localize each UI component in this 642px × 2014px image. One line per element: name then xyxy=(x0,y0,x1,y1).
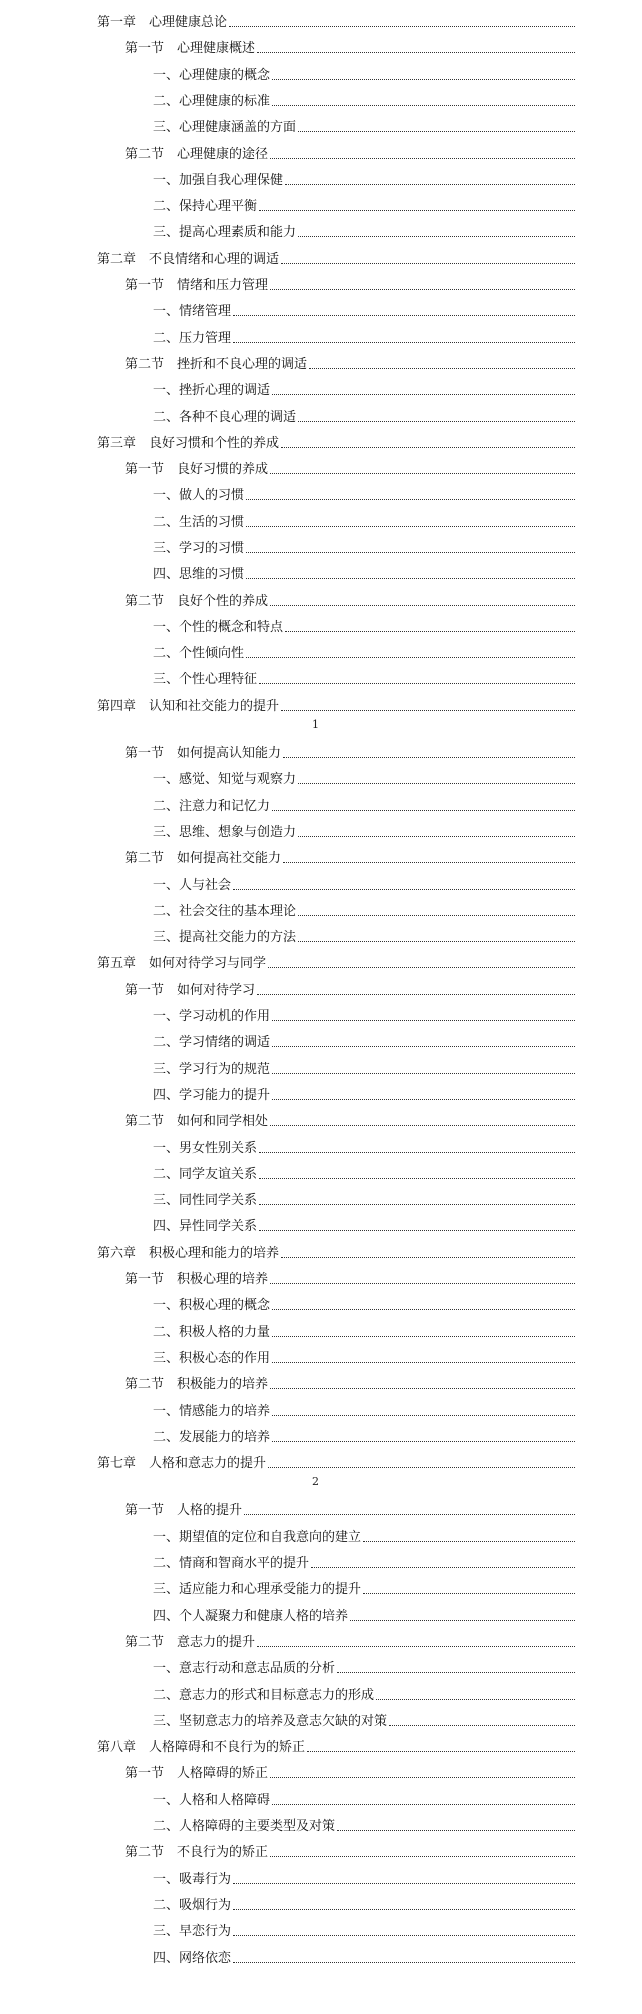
dot-leader xyxy=(270,289,575,290)
dot-leader xyxy=(272,1020,575,1021)
toc-subsection[interactable] xyxy=(153,1893,575,1913)
toc-subsection[interactable] xyxy=(153,873,575,893)
toc-section[interactable] xyxy=(125,1109,575,1129)
toc-subsection[interactable] xyxy=(153,194,575,214)
dot-leader xyxy=(270,1388,575,1389)
toc-subsection[interactable] xyxy=(153,1814,575,1834)
dot-leader xyxy=(285,184,575,185)
dot-leader xyxy=(272,810,575,811)
toc-subsection[interactable] xyxy=(153,1057,575,1077)
dot-leader xyxy=(376,1699,575,1700)
dot-leader xyxy=(246,578,575,579)
toc-entry-label: 一、期望值的定位和自我意向的建立 xyxy=(153,1530,362,1545)
dot-leader xyxy=(270,1125,575,1126)
dot-leader xyxy=(270,605,575,606)
dot-leader xyxy=(233,1909,575,1910)
toc-section[interactable] xyxy=(125,1372,575,1392)
dot-leader xyxy=(246,499,575,500)
dot-leader xyxy=(257,52,575,53)
toc-section[interactable] xyxy=(125,36,575,56)
toc-entry-label: 第一章 心理健康总论 xyxy=(97,15,228,30)
dot-leader xyxy=(259,1204,575,1205)
dot-leader xyxy=(298,941,575,942)
dot-leader xyxy=(233,315,575,316)
dot-leader xyxy=(229,26,575,27)
dot-leader xyxy=(268,967,575,968)
toc-entry-label: 一、男女性别关系 xyxy=(153,1141,258,1156)
dot-leader xyxy=(233,1935,575,1936)
dot-leader xyxy=(363,1541,575,1542)
toc-entry-label: 第二节 不良行为的矫正 xyxy=(125,1845,269,1860)
toc-subsection[interactable] xyxy=(153,89,575,109)
dot-leader xyxy=(259,1152,575,1153)
toc-subsection[interactable] xyxy=(153,536,575,556)
toc-subsection[interactable] xyxy=(153,1136,575,1156)
toc-chapter[interactable] xyxy=(97,1241,575,1261)
toc-entry-label: 一、学习动机的作用 xyxy=(153,1009,271,1024)
toc-section[interactable] xyxy=(125,457,575,477)
toc-entry-label: 二、发展能力的培养 xyxy=(153,1430,271,1445)
toc-subsection[interactable] xyxy=(153,510,575,530)
dot-leader xyxy=(244,1514,575,1515)
toc-section[interactable] xyxy=(125,1267,575,1287)
toc-entry-label: 一、人与社会 xyxy=(153,878,232,893)
dot-leader xyxy=(272,1099,575,1100)
toc-subsection[interactable] xyxy=(153,794,575,814)
toc-entry-label: 第二节 积极能力的培养 xyxy=(125,1377,269,1392)
toc-entry-label: 第一节 积极心理的培养 xyxy=(125,1272,269,1287)
dot-leader xyxy=(233,1883,575,1884)
toc-entry-label: 第四章 认知和社交能力的提升 xyxy=(97,699,280,714)
toc-entry-label: 二、同学友谊关系 xyxy=(153,1167,258,1182)
toc-subsection[interactable] xyxy=(153,1399,575,1419)
dot-leader xyxy=(259,683,575,684)
toc-subsection[interactable] xyxy=(153,1577,575,1597)
dot-leader xyxy=(283,757,575,758)
toc-entry-label: 第二节 如何和同学相处 xyxy=(125,1114,269,1129)
toc-entry-label: 二、心理健康的标准 xyxy=(153,94,271,109)
toc-entry-label: 二、学习情绪的调适 xyxy=(153,1035,271,1050)
toc-chapter[interactable] xyxy=(97,1451,575,1471)
toc-section[interactable] xyxy=(125,352,575,372)
dot-leader xyxy=(311,1567,575,1568)
dot-leader xyxy=(337,1672,575,1673)
toc-entry-label: 第二节 如何提高社交能力 xyxy=(125,851,282,866)
toc-chapter[interactable] xyxy=(97,1735,575,1755)
dot-leader xyxy=(272,1336,575,1337)
toc-subsection[interactable] xyxy=(153,1919,575,1939)
toc-section[interactable] xyxy=(125,273,575,293)
toc-section[interactable] xyxy=(125,978,575,998)
toc-subsection[interactable] xyxy=(153,299,575,319)
toc-entry-label: 一、情绪管理 xyxy=(153,304,232,319)
page-number: 1 xyxy=(312,718,319,731)
dot-leader xyxy=(270,158,575,159)
toc-subsection[interactable] xyxy=(153,115,575,135)
toc-subsection[interactable] xyxy=(153,1083,575,1103)
toc-entry-label: 二、生活的习惯 xyxy=(153,515,245,530)
toc-entry-label: 一、加强自我心理保健 xyxy=(153,173,284,188)
dot-leader xyxy=(298,836,575,837)
dot-leader xyxy=(257,994,575,995)
toc-entry-label: 第五章 如何对待学习与同学 xyxy=(97,956,267,971)
dot-leader xyxy=(281,263,575,264)
toc-section[interactable] xyxy=(125,741,575,761)
toc-entry-label: 三、坚韧意志力的培养及意志欠缺的对策 xyxy=(153,1714,388,1729)
toc-entry-label: 二、吸烟行为 xyxy=(153,1898,232,1913)
dot-leader xyxy=(259,1178,575,1179)
toc-subsection[interactable] xyxy=(153,1683,575,1703)
toc-entry-label: 一、个性的概念和特点 xyxy=(153,620,284,635)
toc-entry-label: 三、积极心态的作用 xyxy=(153,1351,271,1366)
toc-entry-label: 一、做人的习惯 xyxy=(153,488,245,503)
toc-subsection[interactable] xyxy=(153,615,575,635)
toc-entry-label: 第一节 如何提高认知能力 xyxy=(125,746,282,761)
toc-entry-label: 第二节 良好个性的养成 xyxy=(125,594,269,609)
dot-leader xyxy=(272,1073,575,1074)
toc-entry-label: 四、思维的习惯 xyxy=(153,567,245,582)
toc-entry-label: 第二节 挫折和不良心理的调适 xyxy=(125,357,308,372)
toc-entry-label: 三、提高心理素质和能力 xyxy=(153,225,297,240)
toc-entry-label: 第八章 人格障碍和不良行为的矫正 xyxy=(97,1740,306,1755)
dot-leader xyxy=(272,394,575,395)
dot-leader xyxy=(272,1441,575,1442)
toc-entry-label: 三、学习的习惯 xyxy=(153,541,245,556)
toc-entry-label: 二、保持心理平衡 xyxy=(153,199,258,214)
dot-leader xyxy=(272,1804,575,1805)
toc-chapter[interactable] xyxy=(97,951,575,971)
toc-entry-label: 一、感觉、知觉与观察力 xyxy=(153,772,297,787)
toc-subsection[interactable] xyxy=(153,925,575,945)
dot-leader xyxy=(272,1362,575,1363)
toc-entry-label: 第一节 人格障碍的矫正 xyxy=(125,1766,269,1781)
toc-chapter[interactable] xyxy=(97,694,575,714)
dot-leader xyxy=(270,1856,575,1857)
toc-entry-label: 第六章 积极心理和能力的培养 xyxy=(97,1246,280,1261)
dot-leader xyxy=(389,1725,575,1726)
dot-leader xyxy=(259,210,575,211)
dot-leader xyxy=(281,710,575,711)
toc-subsection[interactable] xyxy=(153,767,575,787)
toc-entry-label: 第一节 人格的提升 xyxy=(125,1503,243,1518)
toc-subsection[interactable] xyxy=(153,1293,575,1313)
toc-subsection[interactable] xyxy=(153,1162,575,1182)
toc-subsection[interactable] xyxy=(153,1656,575,1676)
toc-subsection[interactable] xyxy=(153,1425,575,1445)
toc-subsection[interactable] xyxy=(153,641,575,661)
toc-subsection[interactable] xyxy=(153,1867,575,1887)
toc-entry-label: 三、适应能力和心理承受能力的提升 xyxy=(153,1582,362,1597)
dot-leader xyxy=(298,236,575,237)
toc-subsection[interactable] xyxy=(153,667,575,687)
dot-leader xyxy=(283,862,575,863)
toc-entry-label: 二、意志力的形式和目标意志力的形成 xyxy=(153,1688,375,1703)
toc-chapter[interactable] xyxy=(97,247,575,267)
toc-entry-label: 第一节 情绪和压力管理 xyxy=(125,278,269,293)
toc-entry-label: 四、异性同学关系 xyxy=(153,1219,258,1234)
dot-leader xyxy=(270,1777,575,1778)
toc-entry-label: 三、提高社交能力的方法 xyxy=(153,930,297,945)
toc-subsection[interactable] xyxy=(153,1788,575,1808)
toc-entry-label: 三、学习行为的规范 xyxy=(153,1062,271,1077)
dot-leader xyxy=(272,1309,575,1310)
dot-leader xyxy=(270,473,575,474)
toc-entry-label: 二、人格障碍的主要类型及对策 xyxy=(153,1819,336,1834)
dot-leader xyxy=(281,447,575,448)
dot-leader xyxy=(298,421,575,422)
dot-leader xyxy=(272,79,575,80)
toc-subsection[interactable] xyxy=(153,1346,575,1366)
dot-leader xyxy=(259,1230,575,1231)
toc-section[interactable] xyxy=(125,1498,575,1518)
dot-leader xyxy=(350,1620,575,1621)
toc-entry-label: 一、情感能力的培养 xyxy=(153,1404,271,1419)
toc-entry-label: 一、挫折心理的调适 xyxy=(153,383,271,398)
toc-section[interactable] xyxy=(125,1761,575,1781)
dot-leader xyxy=(272,105,575,106)
toc-entry-label: 三、个性心理特征 xyxy=(153,672,258,687)
toc-section[interactable] xyxy=(125,1840,575,1860)
toc-subsection[interactable] xyxy=(153,405,575,425)
toc-entry-label: 二、注意力和记忆力 xyxy=(153,799,271,814)
toc-subsection[interactable] xyxy=(153,1604,575,1624)
dot-leader xyxy=(233,1962,575,1963)
toc-entry-label: 二、压力管理 xyxy=(153,331,232,346)
toc-subsection[interactable] xyxy=(153,1188,575,1208)
toc-subsection[interactable] xyxy=(153,820,575,840)
toc-entry-label: 四、学习能力的提升 xyxy=(153,1088,271,1103)
dot-leader xyxy=(309,368,575,369)
toc-entry-label: 四、个人凝聚力和健康人格的培养 xyxy=(153,1609,349,1624)
toc-entry-label: 第二章 不良情绪和心理的调适 xyxy=(97,252,280,267)
toc-entry-label: 一、心理健康的概念 xyxy=(153,68,271,83)
toc-section[interactable] xyxy=(125,1630,575,1650)
toc-section[interactable] xyxy=(125,846,575,866)
toc-entry-label: 三、心理健康涵盖的方面 xyxy=(153,120,297,135)
toc-entry-label: 第一节 心理健康概述 xyxy=(125,41,256,56)
toc-subsection[interactable] xyxy=(153,1030,575,1050)
toc-subsection[interactable] xyxy=(153,899,575,919)
page-number: 2 xyxy=(312,1475,319,1488)
toc-entry-label: 四、网络依恋 xyxy=(153,1951,232,1966)
dot-leader xyxy=(233,342,575,343)
dot-leader xyxy=(285,631,575,632)
toc-subsection[interactable] xyxy=(153,1320,575,1340)
dot-leader xyxy=(307,1751,575,1752)
toc-entry-label: 一、积极心理的概念 xyxy=(153,1298,271,1313)
dot-leader xyxy=(281,1257,575,1258)
dot-leader xyxy=(272,1046,575,1047)
toc-section[interactable] xyxy=(125,589,575,609)
toc-entry-label: 一、吸毒行为 xyxy=(153,1872,232,1887)
toc-entry-label: 第一节 如何对待学习 xyxy=(125,983,256,998)
toc-entry-label: 三、思维、想象与创造力 xyxy=(153,825,297,840)
toc-section[interactable] xyxy=(125,142,575,162)
dot-leader xyxy=(270,1283,575,1284)
toc-entry-label: 三、早恋行为 xyxy=(153,1924,232,1939)
toc-subsection[interactable] xyxy=(153,483,575,503)
dot-leader xyxy=(246,526,575,527)
toc-entry-label: 第二节 意志力的提升 xyxy=(125,1635,256,1650)
dot-leader xyxy=(298,915,575,916)
toc-subsection[interactable] xyxy=(153,562,575,582)
toc-entry-label: 二、各种不良心理的调适 xyxy=(153,410,297,425)
toc-entry-label: 一、人格和人格障碍 xyxy=(153,1793,271,1808)
dot-leader xyxy=(337,1830,575,1831)
toc-chapter[interactable] xyxy=(97,431,575,451)
toc-subsection[interactable] xyxy=(153,168,575,188)
toc-subsection[interactable] xyxy=(153,1709,575,1729)
dot-leader xyxy=(272,1415,575,1416)
dot-leader xyxy=(246,657,575,658)
toc-entry-label: 一、意志行动和意志品质的分析 xyxy=(153,1661,336,1676)
toc-entry-label: 第三章 良好习惯和个性的养成 xyxy=(97,436,280,451)
dot-leader xyxy=(246,552,575,553)
toc-subsection[interactable] xyxy=(153,326,575,346)
dot-leader xyxy=(363,1593,575,1594)
toc-entry-label: 二、积极人格的力量 xyxy=(153,1325,271,1340)
toc-subsection[interactable] xyxy=(153,220,575,240)
toc-subsection[interactable] xyxy=(153,378,575,398)
dot-leader xyxy=(257,1646,575,1647)
toc-subsection[interactable] xyxy=(153,1551,575,1571)
dot-leader xyxy=(298,783,575,784)
toc-subsection[interactable] xyxy=(153,1004,575,1024)
toc-subsection[interactable] xyxy=(153,1214,575,1234)
toc-entry-label: 二、社会交往的基本理论 xyxy=(153,904,297,919)
toc-chapter[interactable] xyxy=(97,10,575,30)
toc-entry-label: 第一节 良好习惯的养成 xyxy=(125,462,269,477)
dot-leader xyxy=(268,1467,575,1468)
toc-entry-label: 第二节 心理健康的途径 xyxy=(125,147,269,162)
toc-entry-label: 三、同性同学关系 xyxy=(153,1193,258,1208)
dot-leader xyxy=(233,889,575,890)
toc-subsection[interactable] xyxy=(153,1525,575,1545)
toc-entry-label: 第七章 人格和意志力的提升 xyxy=(97,1456,267,1471)
toc-subsection[interactable] xyxy=(153,63,575,83)
dot-leader xyxy=(298,131,575,132)
toc-entry-label: 二、个性倾向性 xyxy=(153,646,245,661)
toc-entry-label: 二、情商和智商水平的提升 xyxy=(153,1556,310,1571)
toc-subsection[interactable] xyxy=(153,1946,575,1966)
